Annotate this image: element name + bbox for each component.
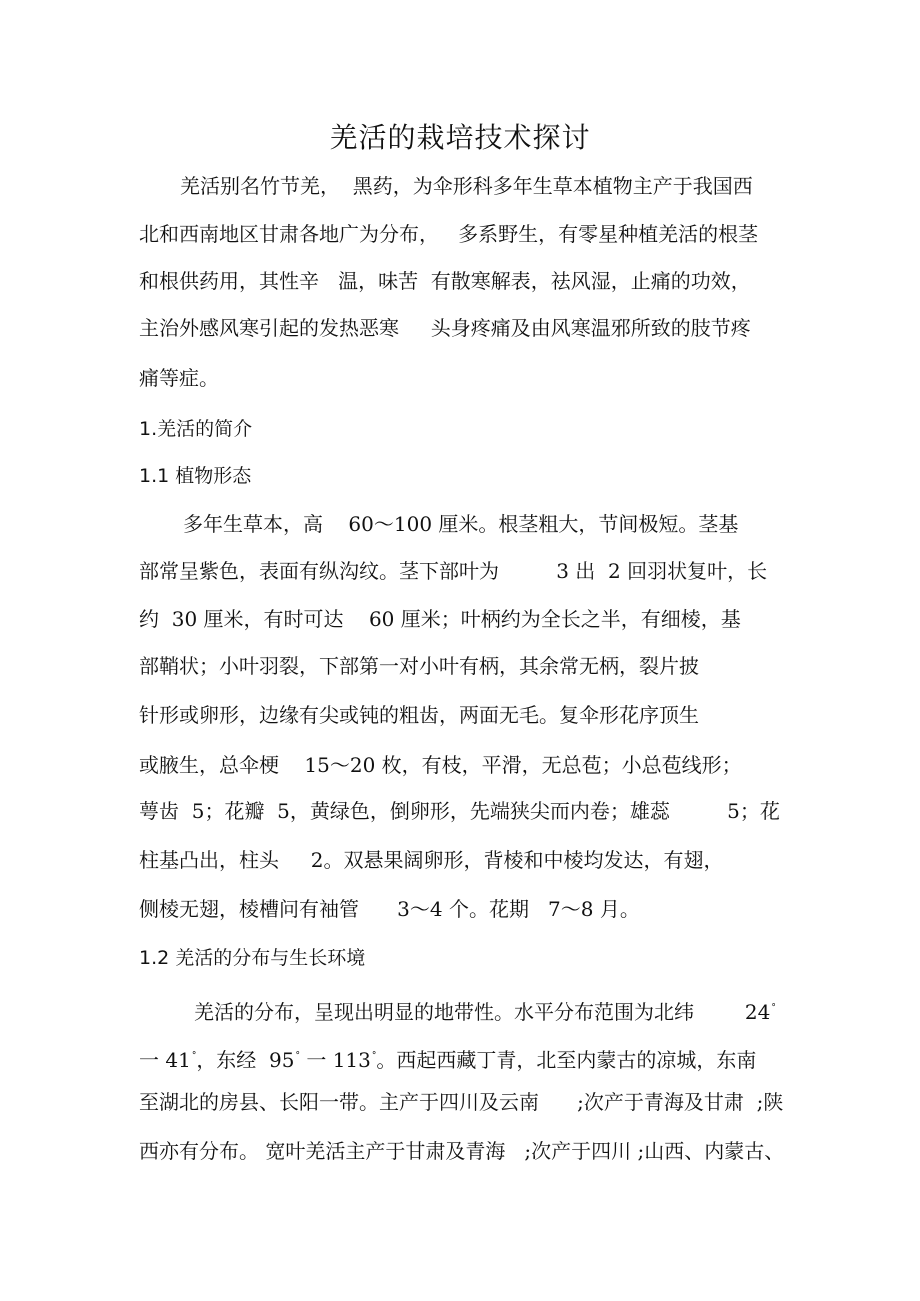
morphology-line-5: 针形或卵形，边缘有尖或钝的粗齿，两面无毛。复伞形花序顶生 — [139, 703, 699, 727]
intro-line-3: 和根供药用，其性辛 温，味苦 有散寒解表，祛风湿，止痛的功效， — [139, 269, 751, 293]
longitude-start: ，东经 95 — [196, 1048, 295, 1072]
section-1-1-heading: 1.1 植物形态 — [139, 465, 252, 487]
degree-mark: ° — [371, 1051, 377, 1061]
section-1-heading: 1.羌活的简介 — [139, 418, 253, 440]
degree-mark: ° — [771, 1003, 776, 1013]
intro-line-5: 痛等症。 — [139, 366, 219, 390]
intro-line-2: 北和西南地区甘肃各地广为分布， 多系野生，有零星种植羌活的根茎 — [139, 222, 759, 246]
longitude-end: 一 113 — [299, 1048, 371, 1072]
distribution-line-1-text: 羌活的分布，呈现出明显的地带性。水平分布范围为北纬 24 — [194, 1000, 771, 1024]
intro-line-4: 主治外感风寒引起的发热恶寒 头身疼痛及由风寒温邪所致的肢节疼 — [139, 316, 751, 340]
morphology-line-2: 部常呈紫色，表面有纵沟纹。茎下部叶为 3 出 2 回羽状复叶，长 — [139, 559, 768, 583]
distribution-line-2 — [139, 1042, 756, 1074]
degree-mark: ° — [191, 1051, 197, 1061]
latitude-end: 一 41 — [139, 1048, 191, 1072]
morphology-line-8: 柱基凸出，柱头 2。双悬果阔卵形，背棱和中棱均发达，有翅， — [139, 848, 724, 872]
distribution-line-2-rest: 。西起西藏丁青，北至内蒙古的凉城，东南 — [376, 1048, 757, 1072]
morphology-line-3: 约 30 厘米，有时可达 60 厘米；叶柄约为全长之半，有细棱，基 — [139, 607, 741, 631]
distribution-line-3: 至湖北的房县、长阳一带。主产于四川及云南 ;次产于青海及甘肃 ;陕 — [139, 1090, 784, 1114]
distribution-line-4: 西亦有分布。 宽叶羌活主产于甘肃及青海 ;次产于四川 ;山西、内蒙古、 — [139, 1139, 785, 1163]
document-title: 羌活的栽培技术探讨 — [329, 121, 591, 154]
morphology-line-1: 多年生草本，高 60～100 厘米。根茎粗大，节间极短。茎基 — [183, 512, 739, 536]
section-1-2-heading: 1.2 羌活的分布与生长环境 — [139, 947, 366, 969]
degree-mark: ° — [295, 1051, 300, 1061]
morphology-line-6: 或腋生，总伞梗 15～20 枚，有枝，平滑，无总苞；小总苞线形； — [139, 753, 742, 777]
distribution-line-1 — [194, 994, 776, 1026]
morphology-line-9: 侧棱无翅，棱槽问有袖管 3～4 个。花期 7～8 月。 — [139, 897, 640, 921]
morphology-line-4: 部鞘状；小叶羽裂，下部第一对小叶有柄，其余常无柄，裂片披 — [139, 654, 699, 678]
morphology-line-7: 萼齿 5；花瓣 5，黄绿色，倒卵形，先端狭尖而内卷；雄蕊 5；花 — [139, 799, 780, 823]
intro-line-1: 羌活别名竹节羌， 黑药，为伞形科多年生草本植物主产于我国西 — [180, 174, 753, 198]
